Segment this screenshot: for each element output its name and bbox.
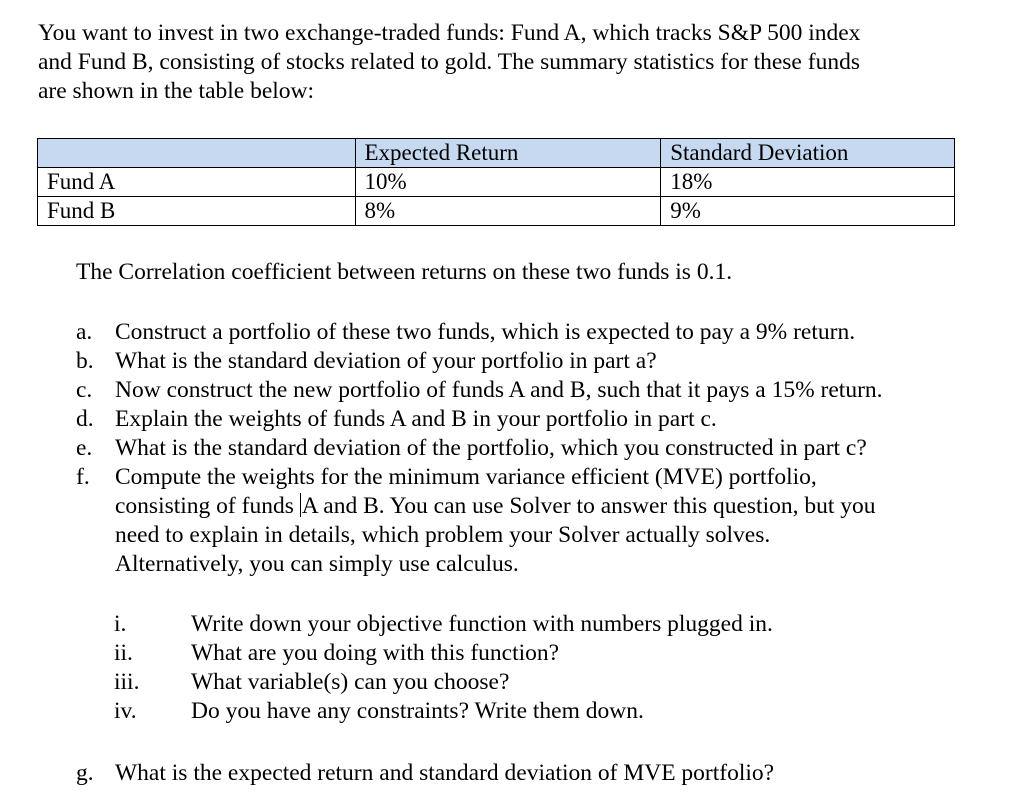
table-cell-fund-name: Fund A (38, 168, 356, 197)
table-cell-fund-name: Fund B (38, 197, 356, 226)
list-marker: d. (76, 406, 94, 432)
intro-line: are shown in the table below: (38, 78, 315, 104)
table-header-row (38, 139, 955, 168)
question-text-part: A and B. You can use Solver to answer this question, but you (301, 493, 876, 519)
subquestion-list (114, 610, 773, 726)
table-header-cell: Standard Deviation (661, 139, 955, 168)
list-item (76, 376, 996, 405)
question-text: What is the expected return and standard deviation of MVE portfolio? (115, 760, 775, 786)
intro-paragraph (38, 19, 998, 106)
list-marker: g. (76, 760, 94, 786)
question-list (76, 318, 996, 579)
question-text: Now construct the new portfolio of funds A and B, such that it pays a 15% return. (115, 377, 883, 403)
table-cell-expected-return: 10% (355, 168, 661, 197)
list-marker: c. (76, 377, 93, 403)
table-header-cell (38, 139, 356, 168)
question-text: What is the standard deviation of your portfolio in part a? (115, 348, 657, 374)
question-text: Compute the weights for the minimum variance efficient (MVE) portfolio, (115, 464, 817, 490)
text-cursor (300, 493, 301, 517)
list-item (76, 463, 996, 579)
list-marker: ii. (114, 640, 133, 666)
list-item (114, 639, 773, 668)
list-item (76, 434, 996, 463)
list-item (114, 610, 773, 639)
list-marker: iv. (114, 698, 137, 724)
final-question-list (76, 759, 774, 788)
table-row (38, 197, 955, 226)
question-text-part: consisting of funds (115, 493, 300, 519)
table-cell-standard-deviation: 18% (661, 168, 955, 197)
list-marker: i. (114, 611, 127, 637)
intro-line: You want to invest in two exchange-traded funds: Fund A, which tracks S&P 500 index (38, 20, 861, 46)
list-marker: f. (76, 464, 90, 490)
table-row (38, 168, 955, 197)
list-item (76, 318, 996, 347)
list-marker: a. (76, 319, 93, 345)
subquestion-text: Write down your objective function with numbers plugged in. (191, 611, 773, 637)
list-item (114, 697, 773, 726)
question-text: What is the standard deviation of the portfolio, which you constructed in part c? (115, 435, 867, 461)
list-item (76, 347, 996, 376)
list-item (114, 668, 773, 697)
subquestion-text: Do you have any constraints? Write them down. (191, 698, 644, 724)
table-cell-expected-return: 8% (355, 197, 661, 226)
question-text: Construct a portfolio of these two funds, which is expected to pay a 9% return. (115, 319, 856, 345)
question-text-line (115, 492, 996, 521)
question-text: need to explain in details, which problem your Solver actually solves. (115, 522, 771, 548)
question-text: Alternatively, you can simply use calculus. (115, 551, 519, 577)
table-header-cell: Expected Return (355, 139, 661, 168)
intro-line: and Fund B, consisting of stocks related to gold. The summary statistics for these funds (38, 49, 860, 75)
list-marker: e. (76, 435, 93, 461)
list-marker: b. (76, 348, 94, 374)
correlation-statement: The Correlation coefficient between returns on these two funds is 0.1. (76, 259, 733, 285)
list-marker: iii. (114, 669, 140, 695)
fund-statistics-table (37, 138, 955, 226)
question-text: Explain the weights of funds A and B in your portfolio in part c. (115, 406, 717, 432)
list-item (76, 405, 996, 434)
subquestion-text: What are you doing with this function? (191, 640, 560, 666)
subquestion-text: What variable(s) can you choose? (191, 669, 510, 695)
list-item (76, 759, 774, 788)
table-cell-standard-deviation: 9% (661, 197, 955, 226)
